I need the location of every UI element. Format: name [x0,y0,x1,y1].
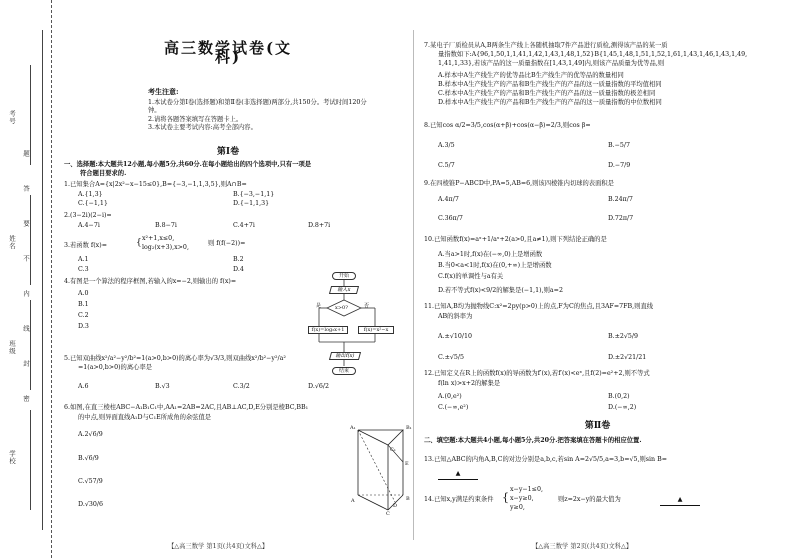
q14-constraint: y≥0, [510,504,525,511]
q10-option-d: D.若不等式f(x)<9/2的解集是(−1,1),则a=2 [438,287,563,294]
q5-stem: 5.已知双曲线x²/a²−y²/b²=1(a>0,b>0)的离心率为√3/3,则双曲线x²/b²−y²/a² [64,355,286,362]
prism-label: A [351,498,355,504]
seal-char: 答 [22,185,30,193]
q4-option-d: D.3 [78,323,89,330]
flow-yes: 是 [316,303,322,309]
q13-stem: 13.已知△ABC的内角A,B,C的对边分别是a,b,c,若sin A=2√5/5,a=3,b=√5,则sin B= [424,456,667,463]
seal-char: 封 [22,360,30,368]
seal-char: 内 [22,290,30,298]
q11-option-a: A.±√10/10 [438,333,472,340]
q7-line-2: 量指数如下:A{96,1,50,1,1,41,1,42,1,43,1,48,1,52}B{1,45,1,48,1,51,1,52,1,61,1,43,1,46,1,43,1,49, [438,51,748,58]
q14-brace: { [502,491,509,504]
flow-end: 结束 [332,367,356,375]
q9-option-b: B.24π/7 [608,196,633,203]
q3-brace: { [136,238,142,248]
q3-stem: 3.若函数 f(x)= [64,242,107,249]
blank-marker: ▲ [438,470,478,480]
page1-footer: 【△高三数学 第1页(共4页)文科△】 [168,543,269,551]
q10-stem: 10.已知函数f(x)=aˣ+1/aˣ+2(a>0,且a≠1),则下列结论正确的是 [424,236,607,243]
seal-char: 要 [22,220,30,228]
q4-stem: 4.有图是一个算法的程序框图,若输入的x=−2,则输出的 f(x)= [64,278,237,285]
q9-stem: 9.在四棱锥P−ABCD中,PA=5,AB=6,则该四棱锥内切球的表面积是 [424,180,614,187]
field-underline [30,300,31,390]
q6-stem: 6.如图,在直三棱柱ABC−A₁B₁C₁中,AA₁=2AB=2AC,且AB⊥AC,D,E分别是棱BC,BB₁ [64,404,309,411]
q6-option-a: A.2√6/9 [78,431,103,438]
part1-intro: 一、选择题:本大题共12小题,每小题5分,共60分.在每小题给出的四个选项中,只有一项是 [64,161,312,168]
label-xuexiao: 学校 [8,450,16,465]
part2-intro: 二、填空题:本大题共4小题,每小题5分,共20分.把答案填在答题卡的相应位置. [424,437,642,444]
q5-stem-2: =1(a>0,b>0)的离心率是 [78,364,153,371]
q12-option-a: A.(0,e²) [438,393,462,400]
q2-option-b: B.8−7i [155,222,177,229]
q12-option-d: D.(−∞,2) [608,404,637,411]
flow-condition: x>0? [335,305,348,311]
q12-stem-2: f(ln x)>x+2的解集是 [438,380,501,387]
q14-tail: 则z=2x−y的最大值为 [558,496,621,503]
part1-intro-2: 符合题目要求的. [80,170,127,177]
q8-option-d: D.−7/9 [608,162,631,169]
q8-option-b: B.−5/7 [608,142,631,149]
label-kaohao: 考号 [8,110,16,125]
seal-char: 题 [22,150,30,158]
q1-option-b: B.{−3,−1,1} [233,191,275,198]
q10-option-c: C.f(x)的单调性与a有关 [438,273,504,280]
q5-option-a: A.6 [78,383,89,390]
binding-line [42,30,43,530]
q7-stem: 7.某电子厂质检员从A,B两条生产线上各随机抽取7件产品进行质检,测得该产品的某一质 [424,42,668,49]
label-xingming: 姓名 [8,235,16,250]
q5-option-d: D.√6/2 [308,383,329,390]
q9-option-d: D.72π/7 [608,215,634,222]
q3-case-2: log₂(x+3),x>0, [142,244,189,251]
q7-option-d: D.样本中A生产线生产的产品和B生产线生产的产品的这一质量指数的中位数相同 [438,99,662,106]
field-underline [30,65,31,165]
prism-label: D [393,503,398,509]
notice-item: 2.请将各题答案填写在答题卡上。 [148,115,243,123]
q10-option-b: B.当0<a<1时,f(x)在(0,+∞)上是增函数 [438,262,552,269]
prism-label: C₁ [390,447,396,453]
q14-stem: 14.已知x,y满足约束条件 [424,496,494,503]
flow-start: 开始 [332,272,356,280]
q12-stem: 12.已知定义在R上的函数f(x)的导函数为f′(x),若f′(x)<eˣ,且f(2)=e²+2,则不等式 [424,370,650,377]
q8-stem: 8.已知cos α/2=3/5,cos(α+β)+cos(α−β)=2/3,则cos β= [424,122,591,129]
page-1 [58,0,412,558]
notice-item: 1.本试卷分第Ⅰ卷(选择题)和第Ⅱ卷(非选择题)两部分,共150分。考试时间120分钟。 [148,98,367,115]
q1-option-c: C.{−1,1} [78,200,108,207]
q4-option-a: A.0 [78,290,89,297]
q11-stem-2: AB的斜率为 [438,313,473,320]
blank-marker: ▲ [660,496,700,506]
q3-option-b: B.2 [233,256,244,263]
part2-title: 第Ⅱ卷 [584,421,611,431]
prism-label: B₁ [406,425,412,431]
center-divider [413,30,414,540]
notice-item: 3.本试卷主要考试内容:高考全部内容。 [148,124,257,132]
notice-box [148,88,378,133]
q11-option-d: D.±2√21/21 [608,354,647,361]
exam-title: 高三数学试卷(文科) [163,39,293,66]
prism-label: C [386,511,390,517]
q3-option-d: D.4 [233,266,244,273]
flow-left-box: f(x)=log₂x+1 [308,326,348,334]
q2-option-a: A.4−7i [78,222,100,229]
field-underline [30,195,31,285]
q2-stem: 2.(3−2i)(2−i)= [64,212,112,219]
q14-constraint: x−y≥0, [510,495,534,502]
q2-option-d: D.8+7i [308,222,331,229]
q5-option-b: B.√3 [155,383,170,390]
flow-input: 输入x [329,286,359,294]
q8-option-a: A.3/5 [438,142,455,149]
q1-option-d: D.{−1,1,3} [233,200,270,207]
q12-option-b: B.(0,2) [608,393,630,400]
q9-option-a: A.4π/7 [438,196,459,203]
q9-option-c: C.36π/7 [438,215,463,222]
q4-option-c: C.2 [78,312,89,319]
seal-char: 不 [22,255,30,263]
q11-option-c: C.±√5/5 [438,354,465,361]
q3-option-c: C.3 [78,266,89,273]
flow-right-box: f(x)=x²−x [358,326,394,334]
q4-option-b: B.1 [78,301,89,308]
q11-option-b: B.±2√5/9 [608,333,639,340]
binding-margin [0,0,52,558]
q12-option-c: C.(−∞,e²) [438,404,469,411]
q6-option-c: C.√57/9 [78,478,103,485]
field-underline [30,410,31,510]
q6-option-b: B.√6/9 [78,455,99,462]
notice-heading: 考生注意: [148,87,179,96]
prism-label: A₁ [350,425,356,431]
q7-option-a: A.样本中A生产线生产的优等品比B生产线生产的优等品的数量相同 [438,72,624,79]
seal-char: 密 [22,395,30,403]
q14-blank [660,496,700,506]
part1-title: 第Ⅰ卷 [216,147,240,157]
q3-option-a: A.1 [78,256,89,263]
q6-option-d: D.√30/6 [78,501,103,508]
flow-output: 输出f(x) [329,352,361,360]
q1-stem: 1.已知集合A={x|2x²−x−15≤0},B={−3,−1,1,3,5},则A∩B= [64,181,247,188]
q7-option-b: B.样本中A生产线生产的产品和B生产线生产的产品的这一质量指数的平均值相同 [438,81,662,88]
prism-label: E [405,461,409,467]
q7-option-c: C.样本中A生产线生产的产品和B生产线生产的产品的这一质量指数的极差相同 [438,90,656,97]
q14-constraint: x−y−1≤0, [510,486,543,493]
page-2 [420,0,782,558]
q10-option-a: A.当a>1时,f(x)在(−∞,0)上是增函数 [438,251,543,258]
q8-option-c: C.5/7 [438,162,455,169]
q1-option-a: A.{1,3} [78,191,103,198]
flow-no: 否 [364,303,370,309]
seal-char: 线 [22,325,30,333]
q5-option-c: C.3/2 [233,383,250,390]
q7-line-3: 1,41,1,33},若该产品的这一质量指数在[1,43,1,49]内,则该产品质量为优等品,则 [438,60,665,67]
q2-option-c: C.4+7i [233,222,255,229]
q3-case-1: x²+1,x≤0, [142,235,175,242]
q6-stem-2: 的中点,则异面直线A₁D与C₁E所成角的余弦值是 [78,414,212,421]
q11-stem: 11.已知A,B均为抛物线C:x²=2py(p>0)上的点,F为C的焦点,且3AF=7FB,则直线 [424,303,654,310]
q3-tail: 则 f(f(−2))= [208,240,246,247]
prism-label: B [406,496,410,502]
page2-footer: 【△高三数学 第2页(共4页)文科△】 [532,543,633,551]
q13-blank [438,470,478,480]
label-banji: 班级 [8,340,16,355]
